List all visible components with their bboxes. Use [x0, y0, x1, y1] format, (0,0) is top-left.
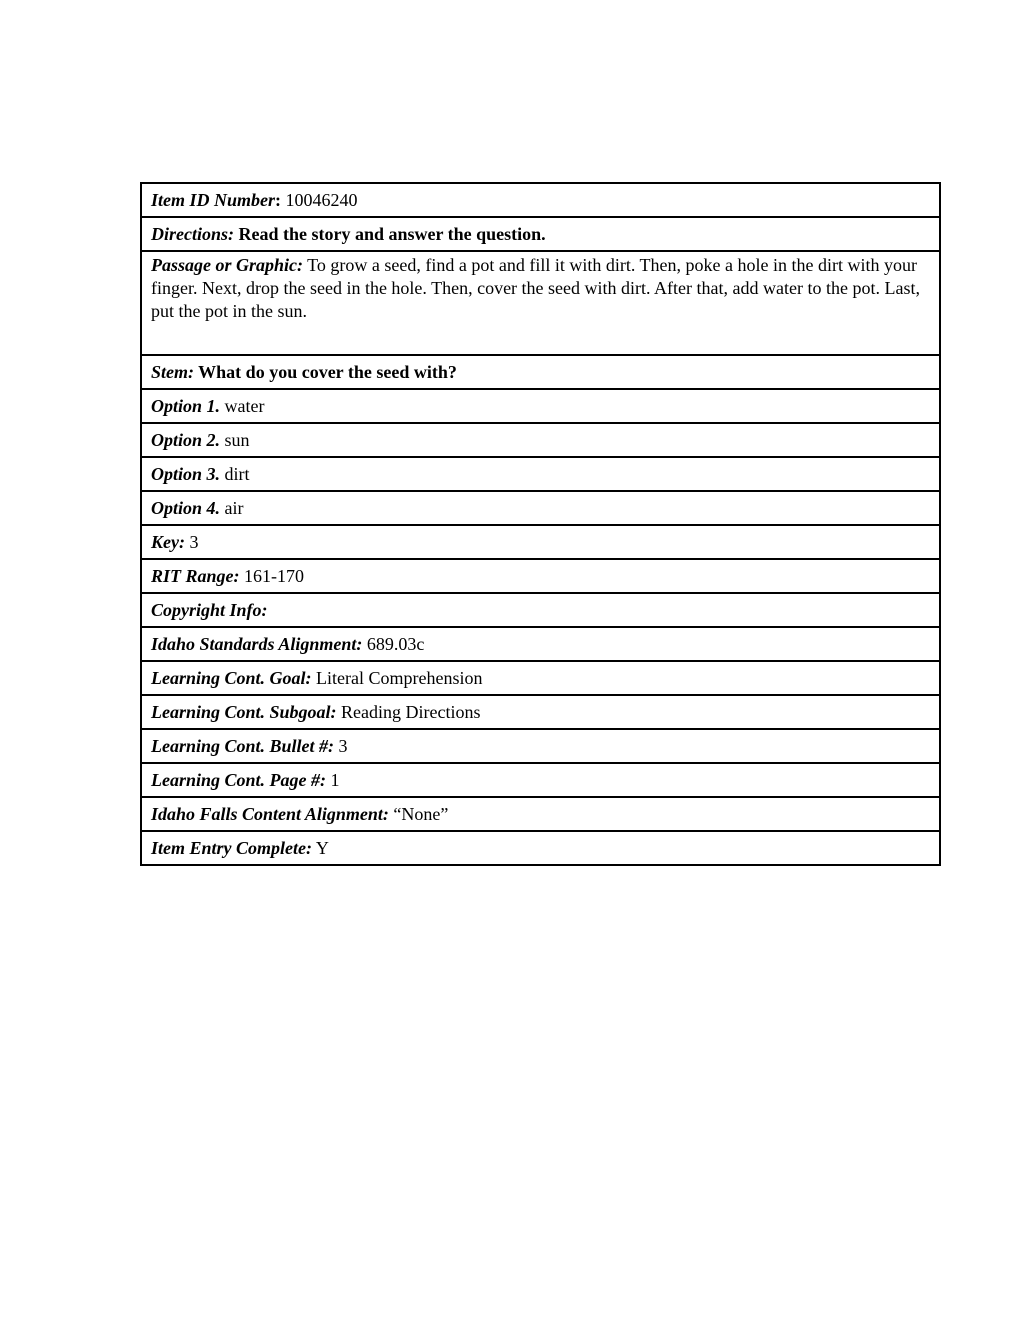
option-value-1: water [220, 396, 265, 416]
learning-bullet-value: 3 [334, 736, 348, 756]
option-cell-2 [141, 423, 940, 457]
standards-alignment-cell [141, 627, 940, 661]
copyright-row [141, 593, 940, 627]
option-label-1: Option 1. [151, 396, 221, 416]
passage-content [151, 252, 930, 354]
passage-cell [141, 251, 940, 355]
passage-text: To grow a seed, find a pot and fill it with dirt. Then, poke a hole in the dirt with your finger. Next, drop the seed in the hole. Then, cover the seed with dirt. After that, add water to the pot. Last, put the pot in the sun. [151, 255, 920, 321]
key-value: 3 [184, 532, 199, 552]
stem-label: Stem: [151, 362, 194, 382]
option-label-4: Option 4. [151, 498, 221, 518]
standards-alignment-label: Idaho Standards Alignment: [151, 634, 363, 654]
falls-alignment-row [141, 797, 940, 831]
learning-goal-cell [141, 661, 940, 695]
learning-bullet-row [141, 729, 940, 763]
item-record-table [140, 182, 941, 866]
learning-page-value: 1 [326, 770, 340, 790]
option-cell-3 [141, 457, 940, 491]
falls-alignment-value: “None” [388, 804, 449, 824]
item-id-value: 10046240 [285, 190, 358, 210]
directions-value: Read the story and answer the question. [234, 224, 546, 244]
learning-page-cell [141, 763, 940, 797]
learning-bullet-label: Learning Cont. Bullet #: [151, 736, 335, 756]
entry-complete-row [141, 831, 940, 865]
option-label-2: Option 2. [151, 430, 221, 450]
rit-range-cell [141, 559, 940, 593]
option-row-3 [141, 457, 940, 491]
stem-cell [141, 355, 940, 389]
item-record-body [141, 183, 940, 865]
learning-goal-row [141, 661, 940, 695]
learning-goal-label: Learning Cont. Goal: [151, 668, 312, 688]
option-row-1 [141, 389, 940, 423]
directions-row [141, 217, 940, 251]
item-id-separator: : [275, 190, 286, 210]
learning-subgoal-cell [141, 695, 940, 729]
learning-subgoal-value: Reading Directions [336, 702, 481, 722]
copyright-cell [141, 593, 940, 627]
option-cell-4 [141, 491, 940, 525]
key-cell [141, 525, 940, 559]
falls-alignment-label: Idaho Falls Content Alignment: [151, 804, 389, 824]
item-id-cell [141, 183, 940, 217]
option-cell-1 [141, 389, 940, 423]
option-value-2: sun [220, 430, 250, 450]
option-value-3: dirt [220, 464, 250, 484]
standards-alignment-value: 689.03c [362, 634, 425, 654]
key-row [141, 525, 940, 559]
copyright-label: Copyright Info: [151, 600, 268, 620]
option-row-4 [141, 491, 940, 525]
entry-complete-label: Item Entry Complete: [151, 838, 312, 858]
passage-row [141, 251, 940, 355]
learning-subgoal-row [141, 695, 940, 729]
stem-question: What do you cover the seed with? [194, 362, 457, 382]
directions-label: Directions: [151, 224, 234, 244]
rit-range-row [141, 559, 940, 593]
learning-page-label: Learning Cont. Page #: [151, 770, 327, 790]
entry-complete-cell [141, 831, 940, 865]
key-label: Key: [151, 532, 185, 552]
item-id-label: Item ID Number [151, 190, 276, 210]
option-row-2 [141, 423, 940, 457]
passage-label: Passage or Graphic: [151, 255, 303, 275]
item-id-row [141, 183, 940, 217]
learning-goal-value: Literal Comprehension [311, 668, 483, 688]
directions-cell [141, 217, 940, 251]
rit-range-label: RIT Range: [151, 566, 240, 586]
learning-subgoal-label: Learning Cont. Subgoal: [151, 702, 337, 722]
learning-page-row [141, 763, 940, 797]
rit-range-value: 161-170 [239, 566, 305, 586]
standards-alignment-row [141, 627, 940, 661]
falls-alignment-cell [141, 797, 940, 831]
option-value-4: air [220, 498, 244, 518]
stem-row [141, 355, 940, 389]
entry-complete-value: Y [312, 838, 329, 858]
option-label-3: Option 3. [151, 464, 221, 484]
learning-bullet-cell [141, 729, 940, 763]
